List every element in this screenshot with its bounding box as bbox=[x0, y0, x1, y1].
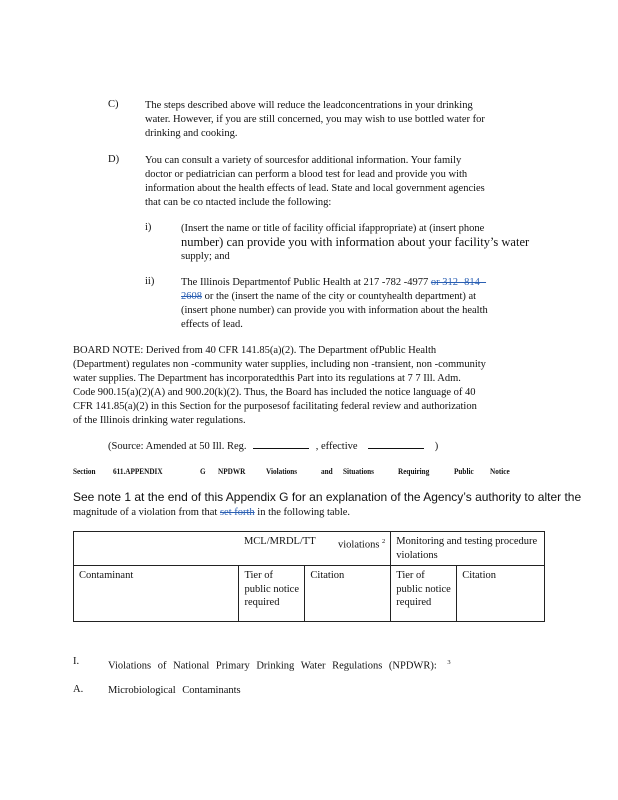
board-note-line-3: water supplies. The Department has incorporatedthis Part into its regulations at 7 7 Ill. Adm. bbox=[73, 373, 461, 384]
monitoring-header: Monitoring and testing procedure violations bbox=[391, 532, 545, 566]
item-d-line-4: that can be co ntacted include the following: bbox=[145, 197, 332, 208]
section-i-heading bbox=[108, 656, 451, 673]
effective-date-blank bbox=[368, 438, 424, 449]
citation-header-2: Citation bbox=[457, 566, 545, 622]
section-header-word: Requiring bbox=[398, 466, 430, 476]
section-header-word: G bbox=[200, 466, 206, 476]
violations-header bbox=[338, 535, 385, 552]
item-ii-line-4: effects of lead. bbox=[181, 319, 243, 330]
source-prefix: (Source: Amended at 50 Ill. Reg. bbox=[108, 441, 247, 452]
item-c-line-3: drinking and cooking. bbox=[145, 128, 238, 139]
tier-header-2: Tier of public notice required bbox=[391, 566, 457, 622]
item-c-line-2: water. However, if you are still concerned, you may wish to use bottled water for bbox=[145, 114, 485, 125]
board-note-line-6: of the Illinois drinking water regulations. bbox=[73, 415, 246, 426]
item-ii-label: ii) bbox=[145, 276, 155, 287]
footnote-3: 3 bbox=[447, 659, 451, 666]
section-a-label: A. bbox=[73, 684, 84, 695]
item-ii-line-1-text: The Illinois Departmentof Public Health at 217 -782 -4977 bbox=[181, 277, 429, 288]
register-blank bbox=[253, 438, 309, 449]
item-d-label: D) bbox=[108, 154, 120, 165]
item-i-line-1: (Insert the name or title of facility official ifappropriate) at (insert phone bbox=[181, 223, 485, 234]
item-i-line-3: supply; and bbox=[181, 251, 230, 262]
item-d-line-1: You can consult a variety of sourcesfor additional information. Your family bbox=[145, 155, 462, 166]
mcl-header-cell bbox=[239, 532, 391, 566]
contaminant-header: Contaminant bbox=[74, 566, 239, 622]
violations-header-text: violations bbox=[338, 539, 380, 551]
table-empty-cell bbox=[74, 532, 239, 566]
mcl-header: MCL/MRDL/TT bbox=[243, 536, 316, 547]
section-i-text: Violations of National Primary Drinking Water Regulations (NPDWR): bbox=[108, 660, 437, 672]
see-note-line-1: See note 1 at the end of this Appendix G for an explanation of the Agency’s authority to alter the bbox=[73, 490, 582, 504]
board-note-line-4: Code 900.15(a)(2)(A) and 900.20(k)(2). Thus, the Board has included the notice language of 40 bbox=[73, 387, 476, 398]
section-header-word: Public bbox=[454, 466, 474, 476]
footnote-2: 2 bbox=[382, 538, 386, 545]
item-d-line-2: doctor or pediatrician can perform a blood test for lead and provide you with bbox=[145, 169, 468, 180]
tier-header: Tier of public notice required bbox=[239, 566, 305, 622]
see-note-text: magnitude of a violation from that bbox=[73, 507, 218, 518]
item-ii-line-1 bbox=[181, 276, 486, 290]
section-header-word: Section bbox=[73, 466, 96, 476]
section-header-word: Notice bbox=[490, 466, 510, 476]
section-i-label: I. bbox=[73, 656, 80, 667]
item-i-label: i) bbox=[145, 222, 152, 233]
section-header-word: Violations bbox=[266, 466, 298, 476]
section-a-heading: Microbiological Contaminants bbox=[108, 685, 241, 696]
citation-header: Citation bbox=[305, 566, 391, 622]
section-header-word: and bbox=[321, 466, 333, 476]
source-line bbox=[108, 438, 438, 454]
section-header-word: 611.APPENDIX bbox=[113, 466, 163, 476]
item-d-line-3: information about the health effects of lead. State and local government agencies bbox=[145, 183, 485, 194]
board-note-line-1: BOARD NOTE: Derived from 40 CFR 141.85(a)(2). The Department ofPublic Health bbox=[73, 345, 437, 356]
source-effective: , effective bbox=[315, 441, 358, 452]
table-header-row bbox=[74, 532, 545, 566]
section-header-word: NPDWR bbox=[218, 466, 246, 476]
board-note-line-5: CFR 141.85(a)(2) in this Section for the purposesof facilitating federal review and authorization bbox=[73, 401, 477, 412]
violations-table bbox=[73, 531, 545, 622]
item-ii-struck-number: 2608 bbox=[181, 291, 202, 302]
see-note-text-end: in the following table. bbox=[257, 507, 351, 518]
item-c-line-1: The steps described above will reduce the leadconcentrations in your drinking bbox=[145, 100, 473, 111]
item-ii-struck-text: or 312 -814 - bbox=[430, 277, 487, 288]
board-note-line-2: (Department) regulates non -community water supplies, including non -transient, non -community bbox=[73, 359, 486, 370]
item-ii-line-3: (insert phone number) can provide you with information about the health bbox=[181, 305, 488, 316]
item-ii-line-2 bbox=[181, 290, 476, 304]
item-i-line-2: number) can provide you with information about your facility’s water bbox=[181, 235, 530, 249]
section-header-word: Situations bbox=[343, 466, 374, 476]
table-subheader-row bbox=[74, 566, 545, 622]
item-c-label: C) bbox=[108, 99, 119, 110]
item-ii-line-2-text: or the (insert the name of the city or countyhealth department) at bbox=[204, 291, 477, 302]
source-suffix: ) bbox=[434, 441, 439, 452]
see-note-struck-text: set forth bbox=[219, 507, 255, 518]
see-note-line-2 bbox=[73, 506, 350, 520]
